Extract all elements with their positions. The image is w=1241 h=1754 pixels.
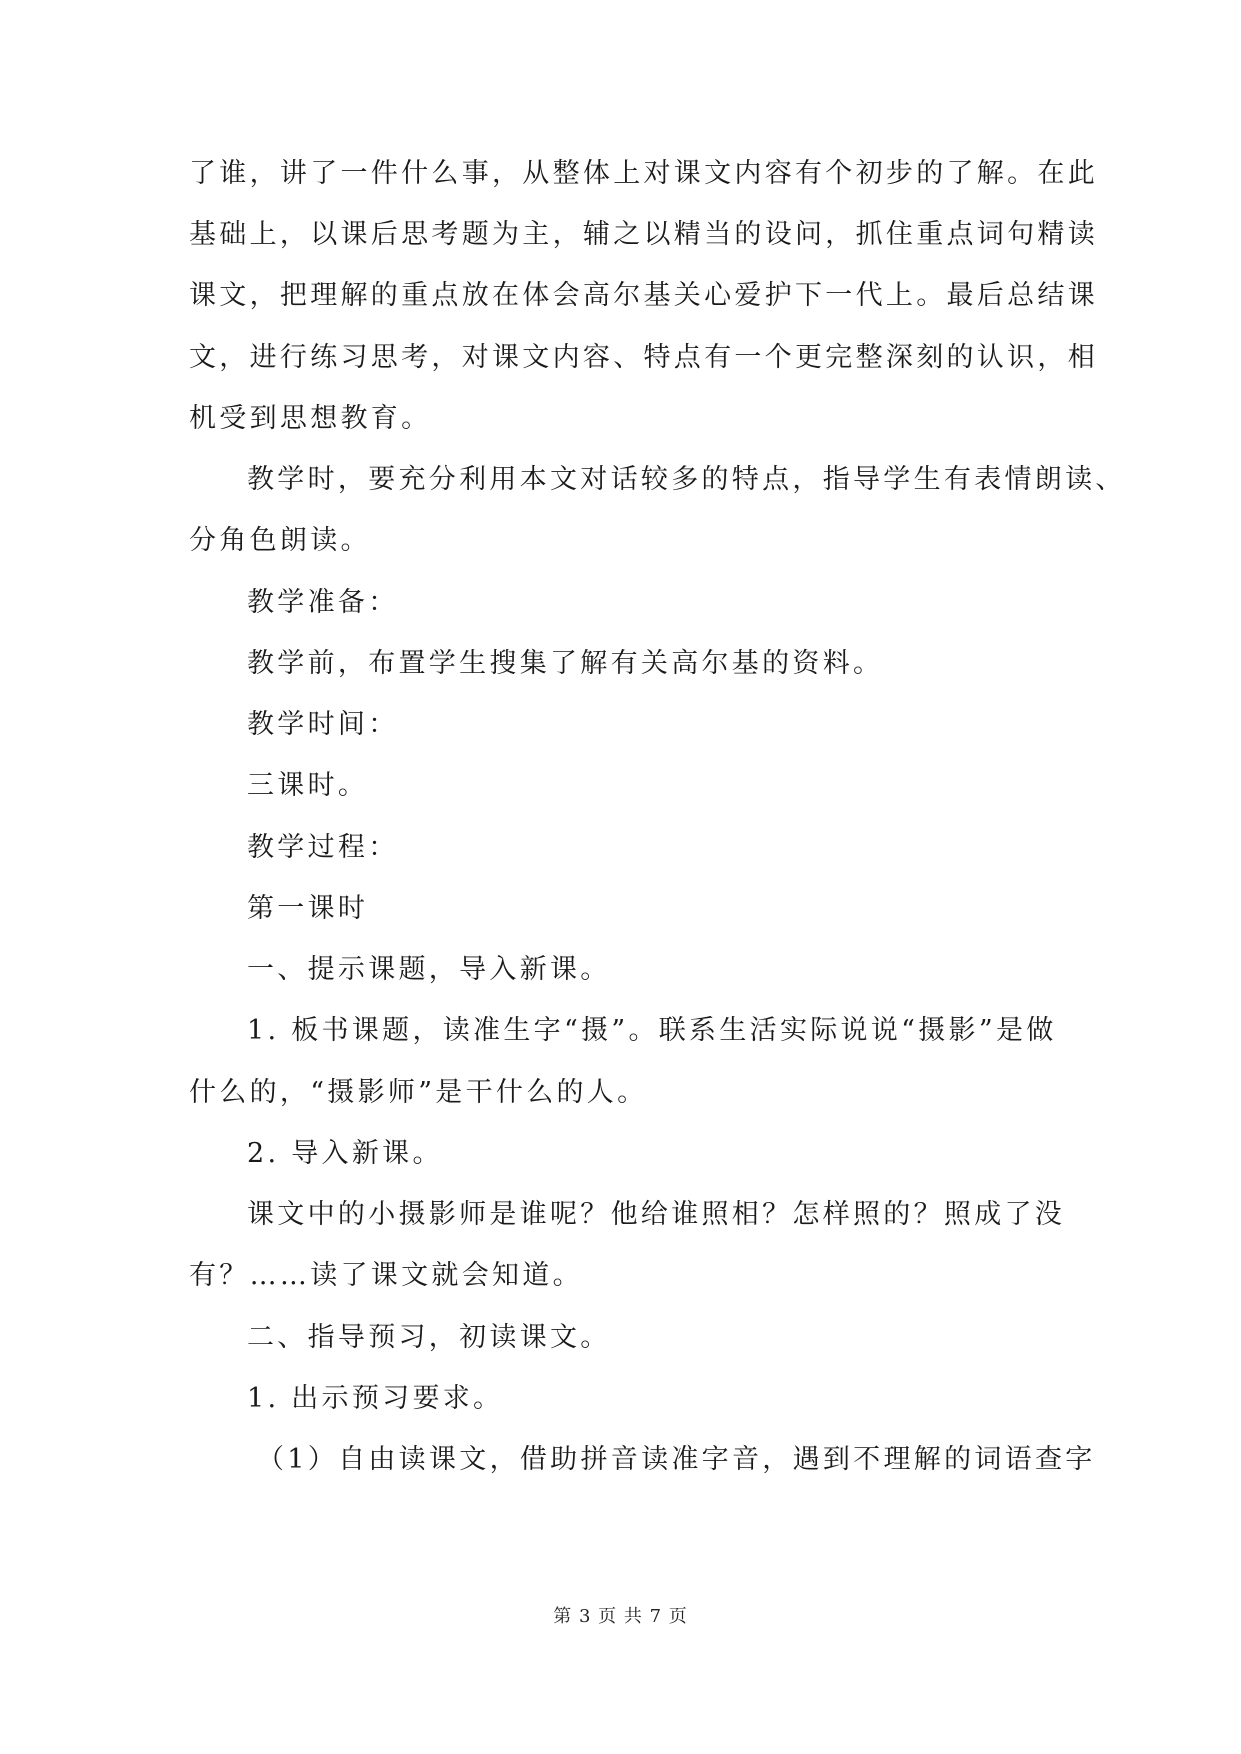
page-number-footer: 第 3 页 共 7 页 bbox=[553, 1606, 688, 1627]
text-line: 课文中的小摄影师是谁呢？他给谁照相？怎样照的？照成了没 bbox=[247, 1199, 1066, 1230]
text-line: 文，进行练习思考，对课文内容、特点有一个更完整深刻的认识，相 bbox=[189, 342, 1098, 373]
text-line: 机受到思想教育。 bbox=[189, 403, 432, 434]
text-line: 1. 板书课题，读准生字“摄”。联系生活实际说说“摄影”是做 bbox=[247, 1015, 1057, 1046]
text-line: 了谁，讲了一件什么事，从整体上对课文内容有个初步的了解。在此 bbox=[189, 158, 1098, 189]
text-line: 教学时，要充分利用本文对话较多的特点，指导学生有表情朗读、 bbox=[247, 464, 1126, 495]
text-line: （1）自由读课文，借助拼音读准字音，遇到不理解的词语查字 bbox=[257, 1444, 1096, 1475]
text-line: 一、提示课题，导入新课。 bbox=[247, 954, 611, 985]
text-line: 1. 出示预习要求。 bbox=[247, 1383, 504, 1414]
text-line: 课文，把理解的重点放在体会高尔基关心爱护下一代上。最后总结课 bbox=[189, 280, 1098, 311]
text-line: 教学准备： bbox=[247, 587, 399, 618]
text-line: 教学时间： bbox=[247, 709, 399, 740]
text-line: 什么的，“摄影师”是干什么的人。 bbox=[189, 1077, 648, 1108]
text-line: 三课时。 bbox=[247, 770, 369, 801]
text-line: 教学过程： bbox=[247, 832, 399, 863]
text-line: 分角色朗读。 bbox=[189, 525, 371, 556]
text-line: 第一课时 bbox=[247, 893, 369, 924]
text-line: 教学前，布置学生搜集了解有关高尔基的资料。 bbox=[247, 648, 884, 679]
text-line: 2. 导入新课。 bbox=[247, 1138, 443, 1169]
text-line: 二、指导预习，初读课文。 bbox=[247, 1322, 611, 1353]
text-line: 有？……读了课文就会知道。 bbox=[189, 1260, 583, 1291]
text-line: 基础上，以课后思考题为主，辅之以精当的设问，抓住重点词句精读 bbox=[189, 219, 1098, 250]
